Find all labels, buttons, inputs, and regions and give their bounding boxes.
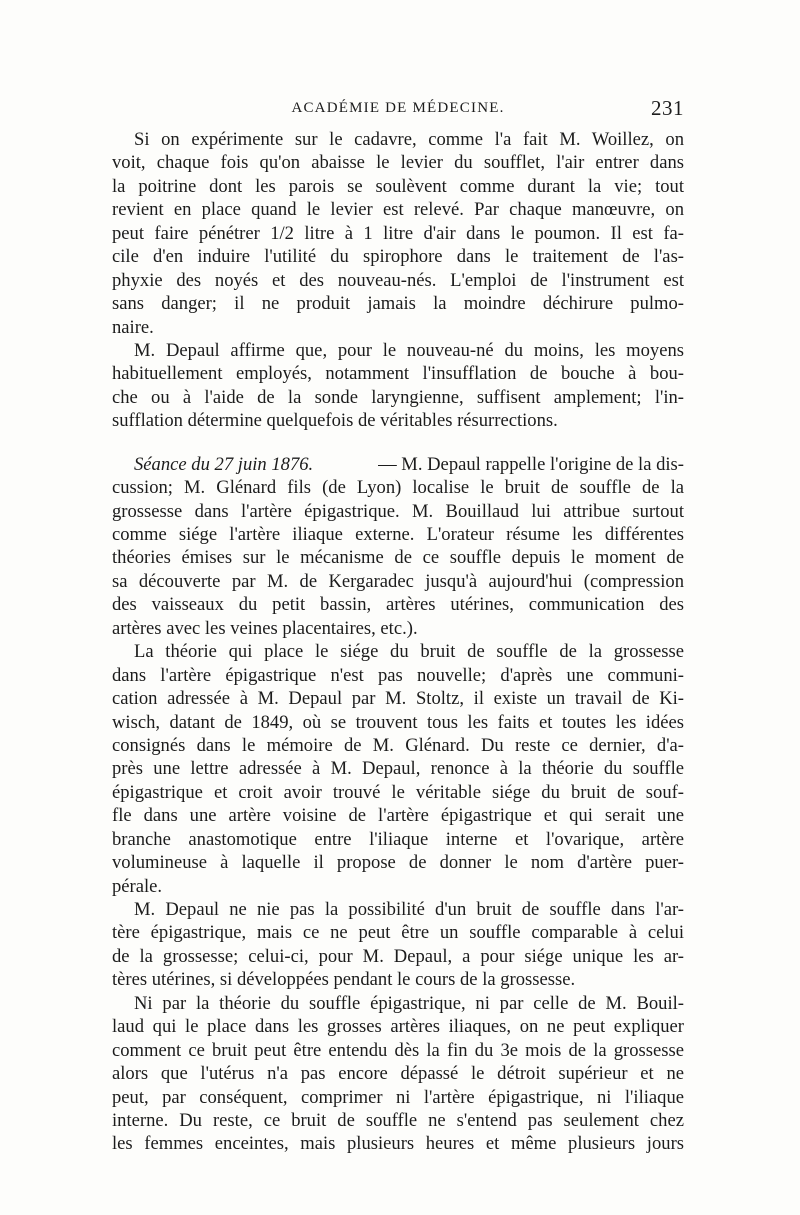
text-line: cile d'en induire l'utilité du spirophore dans le traitement de l'as- (112, 246, 684, 268)
text-line: artères avec les veines placentaires, etc.). (112, 617, 418, 639)
text-line: peut, par conséquent, comprimer ni l'artère épigastrique, ni l'iliaque (112, 1086, 684, 1108)
session-line-text: — M. Depaul rappelle l'origine de la dis- (378, 453, 684, 475)
text-line: sufflation détermine quelquefois de véritables résurrections. (112, 410, 558, 432)
text-line: grossesse dans l'artère épigastrique. M. Bouillaud lui attribue surtout (112, 500, 684, 522)
text-line: comme siége l'artère iliaque externe. L'orateur résume les différentes (112, 524, 684, 545)
text-line: théories émises sur le mécanisme de ce souffle depuis le moment de (112, 547, 684, 569)
text-line: revient en place quand le levier est relevé. Par chaque manœuvre, on (112, 199, 684, 221)
text-line: tère épigastrique, mais ce ne peut être un souffle comparable à celui (112, 922, 684, 944)
paragraph-depaul-insufflation (112, 339, 684, 433)
text-line: de la grossesse; celui-ci, pour M. Depaul, a pour siége unique les ar- (112, 945, 684, 967)
text-line: consignés dans le mémoire de M. Glénard. Du reste ce dernier, d'a- (112, 734, 684, 756)
text-line: alors que l'utérus n'a pas encore dépassé le détroit supérieur et ne (112, 1063, 684, 1085)
text-line: laud qui le place dans les grosses artères iliaques, on ne peut expliquer (112, 1016, 684, 1038)
text-line: pérale. (112, 875, 163, 897)
text-line: cussion; M. Glénard fils (de Lyon) localise le bruit de souffle de la (112, 477, 684, 499)
text-line: comment ce bruit peut être entendu dès la fin du 3e mois de la grossesse (112, 1039, 684, 1061)
text-line: La théorie qui place le siége du bruit de souffle de la grossesse (134, 641, 684, 663)
text-line: fle dans une artère voisine de l'artère épigastrique et qui serait une (112, 805, 684, 827)
text-line: épigastrique et croit avoir trouvé le véritable siége du bruit de souf- (112, 781, 684, 803)
text-line: voit, chaque fois qu'on abaisse le levier du soufflet, l'air entrer dans (112, 152, 684, 174)
text-line: les femmes enceintes, mais plusieurs heures et même plusieurs jours (112, 1133, 684, 1155)
text-line: dans l'artère épigastrique n'est pas nouvelle; d'après une communi- (112, 664, 684, 686)
session-date: Séance du 27 juin 1876. (134, 453, 314, 475)
text-line: che ou à l'aide de la sonde laryngienne, suffisent amplement; l'in- (112, 386, 684, 408)
text-line: wisch, datant de 1849, où se trouvent tous les faits et toutes les idées (112, 711, 684, 733)
text-line: M. Depaul affirme que, pour le nouveau-né du moins, les moyens (134, 339, 684, 361)
text-line: cation adressée à M. Depaul par M. Stoltz, il existe un travail de Ki- (112, 688, 684, 710)
text-line: naire. (112, 316, 154, 338)
page-number: 231 (651, 96, 684, 120)
session-heading-line (112, 453, 684, 476)
running-head: ACADÉMIE DE MÉDECINE. (291, 100, 505, 116)
text-line: la poitrine dont les parois se soulèvent comme durant la vie; tout (112, 175, 684, 197)
text-line: habituellement employés, notamment l'insufflation de bouche à bou- (112, 363, 684, 385)
text-line: peut faire pénétrer 1/2 litre à 1 litre d'air dans le poumon. Il est fa- (112, 222, 684, 244)
text-line: près une lettre adressée à M. Depaul, renonce à la théorie du souffle (112, 758, 684, 780)
paragraph-theorie-bouillaud (112, 992, 684, 1156)
text-line: branche anastomotique entre l'iliaque interne et l'ovarique, artère (112, 828, 684, 850)
text-line: Ni par la théorie du souffle épigastrique, ni par celle de M. Bouil- (134, 992, 684, 1014)
paragraph-depaul-arteres-uterines (112, 898, 684, 992)
section-gap (112, 433, 684, 453)
text-line: interne. Du reste, ce bruit de souffle ne s'entend pas seulement chez (112, 1109, 684, 1131)
text-line: phyxie des noyés et des nouveau-nés. L'emploi de l'instrument est (112, 269, 684, 291)
paragraph-seance-27-juin (112, 453, 684, 641)
text-line: M. Depaul ne nie pas la possibilité d'un bruit de souffle dans l'ar- (134, 899, 684, 920)
body-text (112, 128, 684, 1156)
paragraph-spirophore (112, 128, 684, 339)
text-line: tères utérines, si développées pendant le cours de la grossesse. (112, 969, 576, 991)
text-line: volumineuse à laquelle il propose de donner le nom d'artère puer- (112, 852, 684, 874)
text-line: des vaisseaux du petit bassin, artères utérines, communication des (112, 594, 684, 616)
text-line: sans danger; il ne produit jamais la moindre déchirure pulmo- (112, 293, 684, 315)
text-line: Si on expérimente sur le cadavre, comme l'a fait M. Woillez, on (134, 129, 684, 150)
page-header (112, 96, 684, 126)
text-line: sa découverte par M. de Kergaradec jusqu'à aujourd'hui (compression (112, 570, 684, 592)
paragraph-theorie-epigastrique (112, 640, 684, 898)
